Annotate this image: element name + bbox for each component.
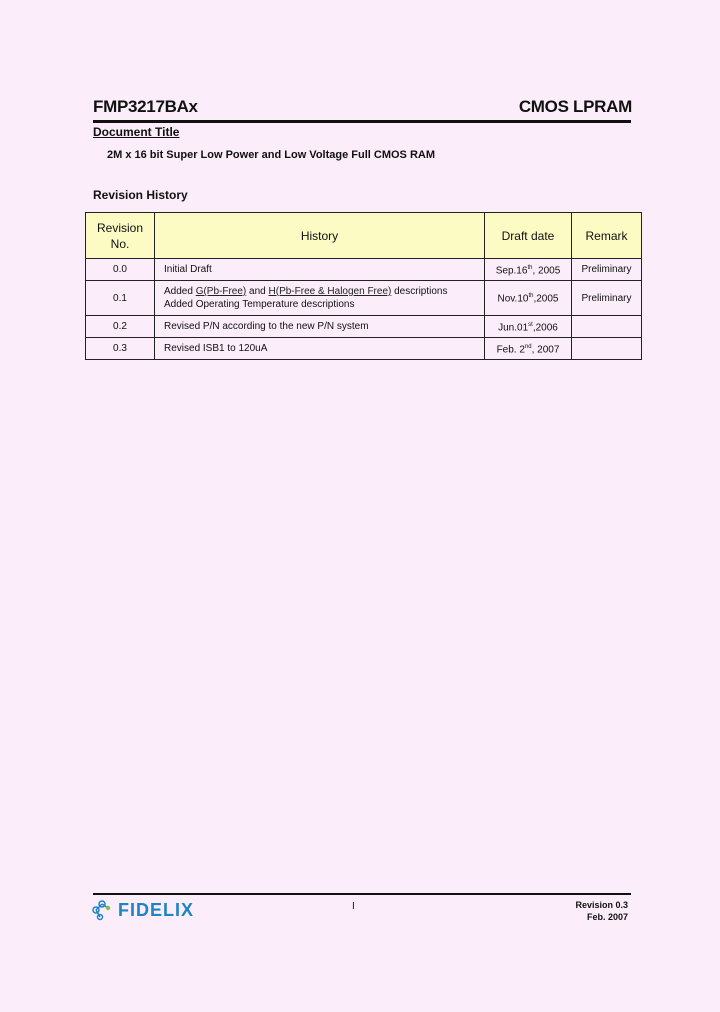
date-text: Sep.16 xyxy=(495,265,528,277)
revision-history-heading: Revision History xyxy=(93,188,188,202)
footer-revision-block xyxy=(575,899,628,923)
remark-cell xyxy=(572,316,642,338)
remark-cell xyxy=(572,338,642,360)
date-text: Feb. 2 xyxy=(496,344,525,356)
history-text: descriptions xyxy=(391,286,448,297)
col-revision-no xyxy=(86,213,155,259)
date-year: ,2005 xyxy=(533,293,559,305)
date-cell xyxy=(485,338,572,360)
history-text: Added xyxy=(164,286,196,297)
document-title-label: Document Title xyxy=(93,125,180,139)
footer-divider xyxy=(93,893,631,895)
page-number: I xyxy=(352,901,355,912)
history-cell: Revised P/N according to the new P/N system xyxy=(155,316,485,338)
date-year: , 2005 xyxy=(532,265,561,277)
col-remark: Remark xyxy=(572,213,642,259)
col-draft-date: Draft date xyxy=(485,213,572,259)
header-divider xyxy=(93,120,631,123)
footer-date: Feb. 2007 xyxy=(586,912,628,922)
remark-cell: Preliminary xyxy=(572,281,642,316)
date-year: , 2007 xyxy=(531,344,560,356)
remark-cell: Preliminary xyxy=(572,259,642,281)
history-text: and xyxy=(246,286,269,297)
history-cell: Initial Draft xyxy=(155,259,485,281)
col-revision-line1: Revision xyxy=(96,220,144,235)
part-number: FMP3217BAx xyxy=(93,97,198,116)
rev-cell: 0.1 xyxy=(86,281,155,316)
revision-table xyxy=(85,212,642,360)
rev-cell: 0.2 xyxy=(86,316,155,338)
history-cell: Revised ISB1 to 120uA xyxy=(155,338,485,360)
date-suffix: th xyxy=(528,293,534,300)
date-text: Jun.01 xyxy=(498,322,529,334)
date-year: ,2006 xyxy=(532,322,558,334)
date-text: Nov.10 xyxy=(497,293,529,305)
history-cell xyxy=(155,281,485,316)
fidelix-molecule-icon xyxy=(90,898,114,922)
date-cell xyxy=(485,259,572,281)
history-underlined: H(Pb-Free & Halogen Free) xyxy=(268,286,392,297)
date-cell xyxy=(485,281,572,316)
table-row xyxy=(86,259,642,281)
history-line2: Added Operating Temperature descriptions xyxy=(164,299,355,310)
rev-cell: 0.0 xyxy=(86,259,155,281)
table-row xyxy=(86,281,642,316)
fidelix-logo xyxy=(90,898,194,922)
product-type: CMOS LPRAM xyxy=(518,97,632,116)
date-suffix: th xyxy=(527,264,533,271)
col-revision-line2: No. xyxy=(110,236,130,251)
table-row xyxy=(86,338,642,360)
date-suffix: st xyxy=(528,321,533,328)
table-row xyxy=(86,316,642,338)
rev-cell: 0.3 xyxy=(86,338,155,360)
date-suffix: nd xyxy=(524,343,532,350)
date-cell xyxy=(485,316,572,338)
col-history: History xyxy=(155,213,485,259)
footer-revision: Revision 0.3 xyxy=(575,900,628,910)
history-underlined: G(Pb-Free) xyxy=(195,286,247,297)
table-header-row xyxy=(86,213,642,259)
document-title: 2M x 16 bit Super Low Power and Low Voltage Full CMOS RAM xyxy=(107,149,435,161)
logo-text: FIDELIX xyxy=(118,899,195,920)
